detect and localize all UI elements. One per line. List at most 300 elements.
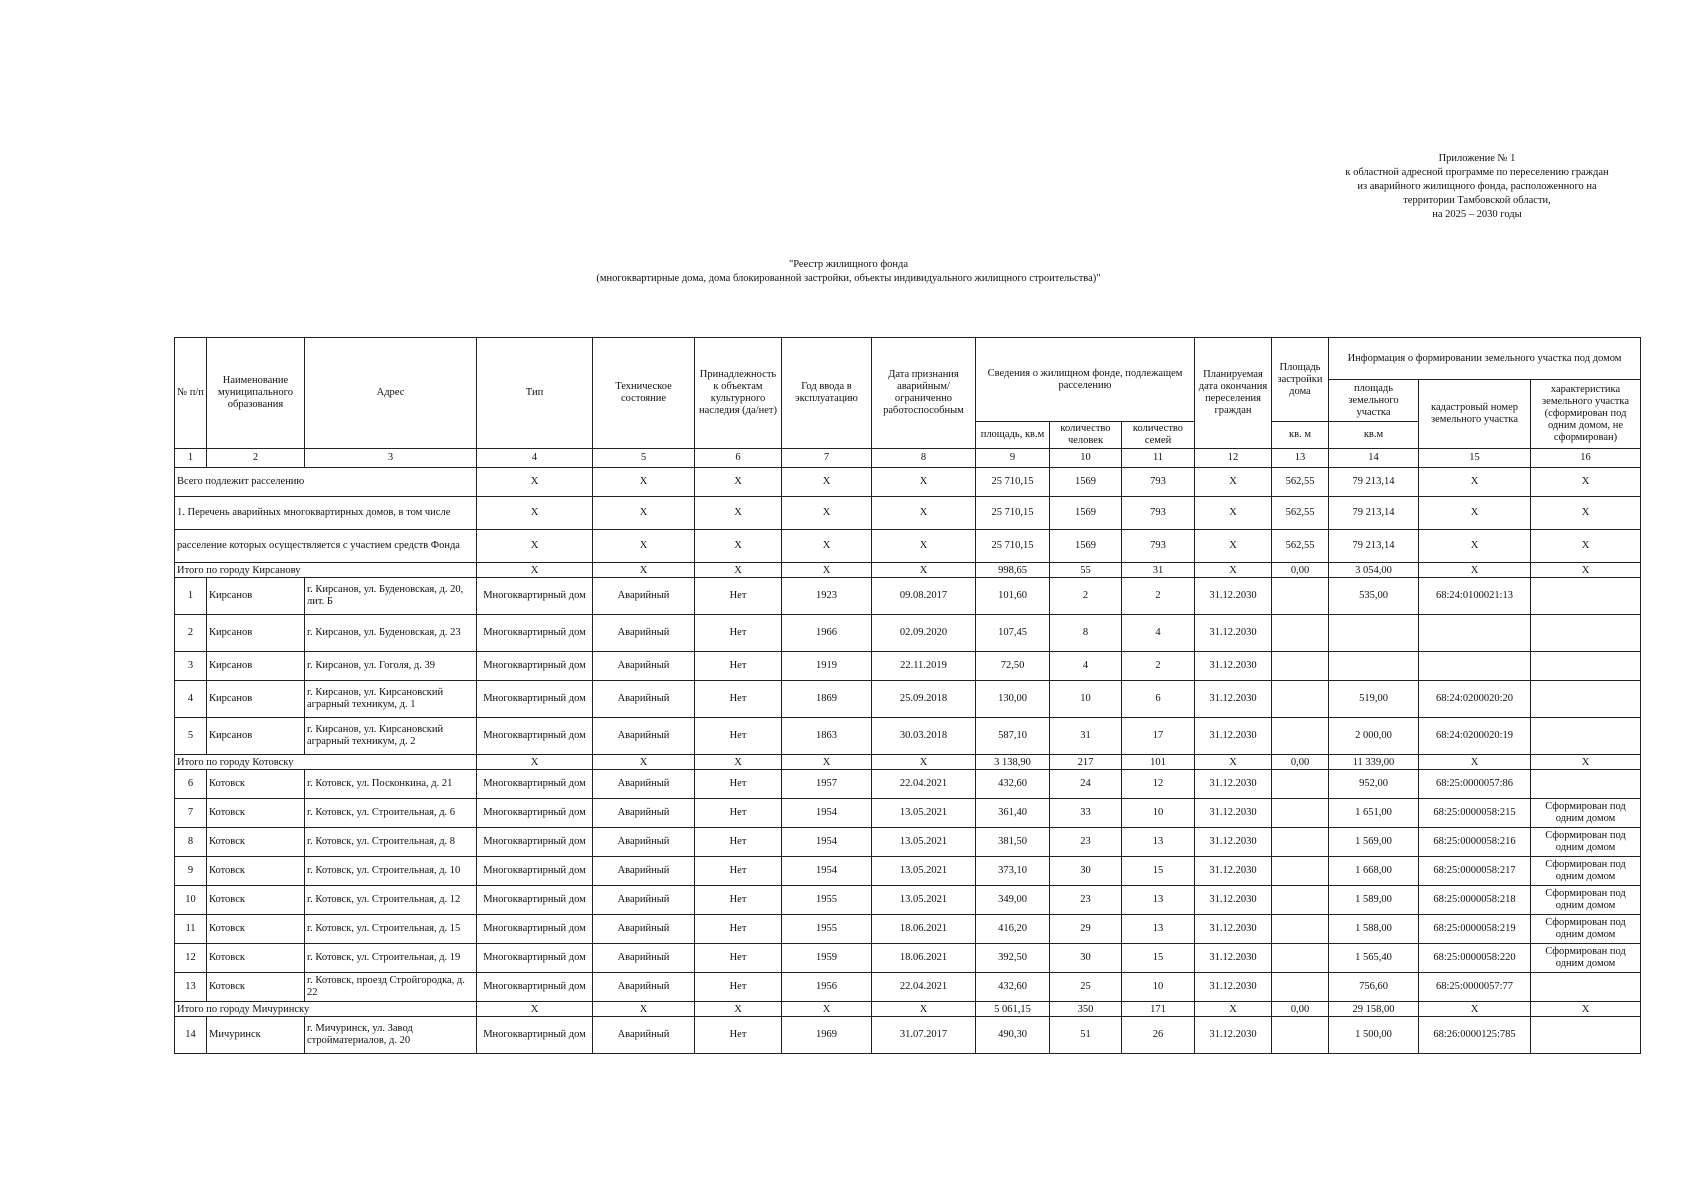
row-type-text: Многоквартирный дом <box>483 693 586 704</box>
row-address <box>305 770 477 799</box>
row-land-area: 1 569,00 <box>1329 828 1419 857</box>
row-number: 3 <box>175 652 207 681</box>
row-area: 101,60 <box>976 578 1050 615</box>
total-families: 793 <box>1122 497 1195 530</box>
row-type <box>477 1017 593 1054</box>
x-mark: X <box>1531 468 1641 497</box>
row-land-char <box>1531 944 1641 973</box>
row-date: 31.07.2017 <box>872 1017 976 1054</box>
row-heritage: Нет <box>695 799 782 828</box>
row-municipality: Мичуринск <box>207 1017 305 1054</box>
x-mark: X <box>782 530 872 563</box>
row-municipality: Котовск <box>207 973 305 1002</box>
row-land-char-text: Сформирован под одним домом <box>1545 917 1626 940</box>
row-number: 2 <box>175 615 207 652</box>
total-people: 1569 <box>1050 468 1122 497</box>
header-land-char: характеристика земельного участка (сформирован под одним домом, не сформирован) <box>1531 380 1641 449</box>
col-number: 5 <box>593 449 695 468</box>
total-label: Итого по городу Кирсанову <box>175 563 477 578</box>
row-address <box>305 681 477 718</box>
row-type-text: Многоквартирный дом <box>483 894 586 905</box>
table-row <box>175 1017 1641 1054</box>
header-date: Дата признания аварийным/ ограниченно работоспособным <box>872 338 976 449</box>
x-mark: X <box>695 1002 782 1017</box>
row-footprint <box>1272 652 1329 681</box>
total-families: 31 <box>1122 563 1195 578</box>
row-condition: Аварийный <box>593 915 695 944</box>
col-number: 16 <box>1531 449 1641 468</box>
row-heritage: Нет <box>695 681 782 718</box>
col-number: 2 <box>207 449 305 468</box>
row-area: 361,40 <box>976 799 1050 828</box>
row-footprint <box>1272 944 1329 973</box>
x-mark: X <box>872 530 976 563</box>
x-mark: X <box>872 497 976 530</box>
row-footprint <box>1272 770 1329 799</box>
row-date: 13.05.2021 <box>872 799 976 828</box>
total-footprint: 562,55 <box>1272 468 1329 497</box>
row-cadastral <box>1419 652 1531 681</box>
table-row <box>175 973 1641 1002</box>
row-date: 22.04.2021 <box>872 770 976 799</box>
row-municipality: Кирсанов <box>207 652 305 681</box>
row-year: 1954 <box>782 857 872 886</box>
row-number: 4 <box>175 681 207 718</box>
x-mark: X <box>1419 755 1531 770</box>
row-planned: 31.12.2030 <box>1195 828 1272 857</box>
row-cadastral: 68:25:0000058:217 <box>1419 857 1531 886</box>
row-footprint <box>1272 886 1329 915</box>
x-mark: X <box>782 497 872 530</box>
total-row <box>175 468 1641 497</box>
row-year: 1956 <box>782 973 872 1002</box>
header-footprint-unit: кв. м <box>1272 422 1329 449</box>
total-people: 350 <box>1050 1002 1122 1017</box>
row-land-char <box>1531 652 1641 681</box>
x-mark: X <box>477 497 593 530</box>
row-type <box>477 718 593 755</box>
total-people: 55 <box>1050 563 1122 578</box>
x-mark: X <box>477 530 593 563</box>
x-mark: X <box>593 497 695 530</box>
header-families: количество семей <box>1122 422 1195 449</box>
row-cadastral: 68:25:0000057:77 <box>1419 973 1531 1002</box>
x-mark: X <box>477 755 593 770</box>
col-number: 15 <box>1419 449 1531 468</box>
column-numbers-row <box>175 449 1641 468</box>
row-families: 13 <box>1122 915 1195 944</box>
row-condition: Аварийный <box>593 718 695 755</box>
x-mark: X <box>1531 755 1641 770</box>
x-mark: X <box>1195 1002 1272 1017</box>
row-address <box>305 857 477 886</box>
total-row <box>175 497 1641 530</box>
row-number: 14 <box>175 1017 207 1054</box>
row-families: 13 <box>1122 828 1195 857</box>
row-type-text: Многоквартирный дом <box>483 778 586 789</box>
row-heritage: Нет <box>695 615 782 652</box>
row-land-area <box>1329 615 1419 652</box>
row-area: 490,30 <box>976 1017 1050 1054</box>
row-municipality: Котовск <box>207 944 305 973</box>
row-planned: 31.12.2030 <box>1195 681 1272 718</box>
row-area: 72,50 <box>976 652 1050 681</box>
row-type <box>477 799 593 828</box>
row-heritage: Нет <box>695 973 782 1002</box>
row-area: 349,00 <box>976 886 1050 915</box>
row-number: 7 <box>175 799 207 828</box>
row-families: 10 <box>1122 973 1195 1002</box>
title-line-1: "Реестр жилищного фонда <box>788 259 909 270</box>
total-people: 1569 <box>1050 497 1122 530</box>
row-land-char <box>1531 718 1641 755</box>
row-people: 23 <box>1050 886 1122 915</box>
row-families: 10 <box>1122 799 1195 828</box>
row-number: 13 <box>175 973 207 1002</box>
x-mark: X <box>593 563 695 578</box>
row-address <box>305 944 477 973</box>
row-address <box>305 615 477 652</box>
x-mark: X <box>1195 530 1272 563</box>
total-footprint: 0,00 <box>1272 1002 1329 1017</box>
total-families: 793 <box>1122 530 1195 563</box>
total-land-area: 3 054,00 <box>1329 563 1419 578</box>
row-address-text: г. Котовск, ул. Посконкина, д. 21 <box>307 778 453 789</box>
row-number: 8 <box>175 828 207 857</box>
row-year: 1969 <box>782 1017 872 1054</box>
row-address <box>305 973 477 1002</box>
row-municipality: Котовск <box>207 857 305 886</box>
row-footprint <box>1272 718 1329 755</box>
row-cadastral: 68:24:0200020:19 <box>1419 718 1531 755</box>
x-mark: X <box>782 755 872 770</box>
row-date: 13.05.2021 <box>872 886 976 915</box>
row-cadastral: 68:25:0000057:86 <box>1419 770 1531 799</box>
row-heritage: Нет <box>695 652 782 681</box>
row-people: 33 <box>1050 799 1122 828</box>
row-land-char-text: Сформирован под одним домом <box>1545 859 1626 882</box>
header-land-area: площадь земельного участка <box>1329 380 1419 422</box>
row-date: 30.03.2018 <box>872 718 976 755</box>
total-label: 1. Перечень аварийных многоквартирных домов, в том числе <box>175 497 477 530</box>
row-footprint <box>1272 681 1329 718</box>
row-type <box>477 944 593 973</box>
row-planned: 31.12.2030 <box>1195 578 1272 615</box>
document-title <box>0 258 1697 286</box>
row-date: 09.08.2017 <box>872 578 976 615</box>
row-area: 107,45 <box>976 615 1050 652</box>
row-condition: Аварийный <box>593 886 695 915</box>
x-mark: X <box>1531 530 1641 563</box>
total-label: Итого по городу Мичуринску <box>175 1002 477 1017</box>
row-type-text: Многоквартирный дом <box>483 865 586 876</box>
x-mark: X <box>872 468 976 497</box>
row-type-text: Многоквартирный дом <box>483 923 586 934</box>
row-planned: 31.12.2030 <box>1195 1017 1272 1054</box>
row-municipality: Котовск <box>207 770 305 799</box>
header-cadastral: кадастровый номер земельного участка <box>1419 380 1531 449</box>
row-planned: 31.12.2030 <box>1195 652 1272 681</box>
row-address <box>305 1017 477 1054</box>
row-land-char-text: Сформирован под одним домом <box>1545 830 1626 853</box>
x-mark: X <box>593 468 695 497</box>
total-row <box>175 1002 1641 1017</box>
row-number: 11 <box>175 915 207 944</box>
row-land-area: 756,60 <box>1329 973 1419 1002</box>
header-fund-group: Сведения о жилищном фонде, подлежащем расселению <box>976 338 1195 422</box>
appendix-line: из аварийного жилищного фонда, расположенного на <box>1357 181 1597 192</box>
x-mark: X <box>872 563 976 578</box>
row-land-char <box>1531 799 1641 828</box>
row-land-area: 1 588,00 <box>1329 915 1419 944</box>
registry-table <box>174 337 1641 1054</box>
row-condition: Аварийный <box>593 652 695 681</box>
row-heritage: Нет <box>695 857 782 886</box>
total-row <box>175 530 1641 563</box>
total-area: 998,65 <box>976 563 1050 578</box>
row-cadastral: 68:26:0000125:785 <box>1419 1017 1531 1054</box>
x-mark: X <box>1195 755 1272 770</box>
total-area: 3 138,90 <box>976 755 1050 770</box>
row-address-text: г. Котовск, проезд Стройгородка, д. 22 <box>307 975 465 998</box>
row-year: 1923 <box>782 578 872 615</box>
row-land-area: 519,00 <box>1329 681 1419 718</box>
x-mark: X <box>477 1002 593 1017</box>
row-area: 373,10 <box>976 857 1050 886</box>
row-address <box>305 886 477 915</box>
total-families: 101 <box>1122 755 1195 770</box>
row-land-char-text: Сформирован под одним домом <box>1545 888 1626 911</box>
row-type <box>477 770 593 799</box>
total-footprint: 562,55 <box>1272 497 1329 530</box>
row-land-char <box>1531 1017 1641 1054</box>
row-type-text: Многоквартирный дом <box>483 952 586 963</box>
row-area: 130,00 <box>976 681 1050 718</box>
row-planned: 31.12.2030 <box>1195 718 1272 755</box>
row-land-char-text: Сформирован под одним домом <box>1545 946 1626 969</box>
row-families: 2 <box>1122 578 1195 615</box>
row-address-text: г. Кирсанов, ул. Кирсановский аграрный техникум, д. 2 <box>307 724 444 747</box>
row-number: 12 <box>175 944 207 973</box>
row-land-char-text: Сформирован под одним домом <box>1545 801 1626 824</box>
total-footprint: 0,00 <box>1272 755 1329 770</box>
row-municipality: Кирсанов <box>207 578 305 615</box>
total-label: Всего подлежит расселению <box>175 468 477 497</box>
row-land-area: 1 651,00 <box>1329 799 1419 828</box>
table-row <box>175 718 1641 755</box>
row-year: 1954 <box>782 799 872 828</box>
x-mark: X <box>1419 530 1531 563</box>
x-mark: X <box>872 1002 976 1017</box>
row-people: 25 <box>1050 973 1122 1002</box>
x-mark: X <box>782 563 872 578</box>
table-row <box>175 915 1641 944</box>
appendix-line: на 2025 – 2030 годы <box>1432 209 1522 220</box>
row-planned: 31.12.2030 <box>1195 973 1272 1002</box>
header-footprint: Площадь застройки дома <box>1272 338 1329 422</box>
row-area: 432,60 <box>976 770 1050 799</box>
row-land-char <box>1531 973 1641 1002</box>
header-planned: Планируемая дата окончания переселения граждан <box>1195 338 1272 449</box>
row-address-text: г. Кирсанов, ул. Буденовская, д. 23 <box>307 627 461 638</box>
row-year: 1863 <box>782 718 872 755</box>
row-municipality: Котовск <box>207 799 305 828</box>
row-cadastral: 68:24:0100021:13 <box>1419 578 1531 615</box>
row-municipality: Котовск <box>207 915 305 944</box>
row-families: 13 <box>1122 886 1195 915</box>
table-row <box>175 828 1641 857</box>
row-families: 26 <box>1122 1017 1195 1054</box>
header-row <box>175 338 1641 380</box>
x-mark: X <box>1419 497 1531 530</box>
header-municipality: Наименование муниципального образования <box>207 338 305 449</box>
col-number: 6 <box>695 449 782 468</box>
row-people: 10 <box>1050 681 1122 718</box>
x-mark: X <box>1531 497 1641 530</box>
total-row <box>175 755 1641 770</box>
row-year: 1957 <box>782 770 872 799</box>
col-number: 8 <box>872 449 976 468</box>
row-number: 9 <box>175 857 207 886</box>
row-date: 18.06.2021 <box>872 944 976 973</box>
col-number: 14 <box>1329 449 1419 468</box>
x-mark: X <box>477 468 593 497</box>
row-address-text: г. Котовск, ул. Строительная, д. 8 <box>307 836 456 847</box>
row-number: 5 <box>175 718 207 755</box>
total-footprint: 0,00 <box>1272 563 1329 578</box>
row-land-char <box>1531 770 1641 799</box>
row-planned: 31.12.2030 <box>1195 799 1272 828</box>
total-people: 1569 <box>1050 530 1122 563</box>
header-year: Год ввода в эксплуатацию <box>782 338 872 449</box>
row-condition: Аварийный <box>593 828 695 857</box>
total-families: 171 <box>1122 1002 1195 1017</box>
col-number: 9 <box>976 449 1050 468</box>
row-heritage: Нет <box>695 886 782 915</box>
x-mark: X <box>1419 1002 1531 1017</box>
row-type <box>477 915 593 944</box>
row-land-area: 535,00 <box>1329 578 1419 615</box>
x-mark: X <box>1531 563 1641 578</box>
row-address <box>305 718 477 755</box>
row-people: 29 <box>1050 915 1122 944</box>
row-people: 30 <box>1050 944 1122 973</box>
row-heritage: Нет <box>695 578 782 615</box>
col-number: 12 <box>1195 449 1272 468</box>
row-type-text: Многоквартирный дом <box>483 730 586 741</box>
table-row <box>175 681 1641 718</box>
row-year: 1954 <box>782 828 872 857</box>
header-heritage: Принадлежность к объектам культурного наследия (да/нет) <box>695 338 782 449</box>
row-heritage: Нет <box>695 915 782 944</box>
total-land-area: 11 339,00 <box>1329 755 1419 770</box>
row-footprint <box>1272 915 1329 944</box>
total-land-area: 79 213,14 <box>1329 530 1419 563</box>
col-number: 7 <box>782 449 872 468</box>
total-land-area: 79 213,14 <box>1329 497 1419 530</box>
table-row <box>175 770 1641 799</box>
row-land-area: 1 668,00 <box>1329 857 1419 886</box>
x-mark: X <box>695 468 782 497</box>
row-date: 22.11.2019 <box>872 652 976 681</box>
row-type <box>477 615 593 652</box>
total-area: 5 061,15 <box>976 1002 1050 1017</box>
appendix-line: Приложение № 1 <box>1438 153 1516 164</box>
row-area: 432,60 <box>976 973 1050 1002</box>
row-land-char <box>1531 615 1641 652</box>
row-condition: Аварийный <box>593 857 695 886</box>
row-planned: 31.12.2030 <box>1195 915 1272 944</box>
row-number: 6 <box>175 770 207 799</box>
row-planned: 31.12.2030 <box>1195 857 1272 886</box>
header-land-area-unit: кв.м <box>1329 422 1419 449</box>
row-families: 4 <box>1122 615 1195 652</box>
row-type-text: Многоквартирный дом <box>483 807 586 818</box>
row-type <box>477 652 593 681</box>
table-row <box>175 944 1641 973</box>
row-land-char <box>1531 828 1641 857</box>
x-mark: X <box>1419 563 1531 578</box>
row-footprint <box>1272 578 1329 615</box>
row-families: 15 <box>1122 857 1195 886</box>
row-people: 23 <box>1050 828 1122 857</box>
row-municipality: Кирсанов <box>207 681 305 718</box>
x-mark: X <box>1419 468 1531 497</box>
row-land-char <box>1531 857 1641 886</box>
x-mark: X <box>477 563 593 578</box>
total-area: 25 710,15 <box>976 530 1050 563</box>
row-heritage: Нет <box>695 718 782 755</box>
total-area: 25 710,15 <box>976 468 1050 497</box>
row-land-area: 1 589,00 <box>1329 886 1419 915</box>
x-mark: X <box>695 755 782 770</box>
row-date: 13.05.2021 <box>872 857 976 886</box>
row-families: 6 <box>1122 681 1195 718</box>
row-type-text: Многоквартирный дом <box>483 590 586 601</box>
row-type <box>477 886 593 915</box>
row-cadastral: 68:25:0000058:216 <box>1419 828 1531 857</box>
row-cadastral: 68:25:0000058:215 <box>1419 799 1531 828</box>
table-row <box>175 799 1641 828</box>
row-type-text: Многоквартирный дом <box>483 660 586 671</box>
row-condition: Аварийный <box>593 578 695 615</box>
row-people: 2 <box>1050 578 1122 615</box>
row-address <box>305 578 477 615</box>
row-footprint <box>1272 615 1329 652</box>
row-people: 4 <box>1050 652 1122 681</box>
total-label: Итого по городу Котовску <box>175 755 477 770</box>
row-number: 1 <box>175 578 207 615</box>
row-footprint <box>1272 1017 1329 1054</box>
row-families: 12 <box>1122 770 1195 799</box>
table-row <box>175 578 1641 615</box>
x-mark: X <box>1195 468 1272 497</box>
row-area: 381,50 <box>976 828 1050 857</box>
row-year: 1919 <box>782 652 872 681</box>
row-people: 30 <box>1050 857 1122 886</box>
title-line-2: (многоквартирные дома, дома блокированной застройки, объекты индивидуального жилищного строительства)" <box>596 273 1101 284</box>
x-mark: X <box>695 497 782 530</box>
row-number: 10 <box>175 886 207 915</box>
row-land-area: 952,00 <box>1329 770 1419 799</box>
total-families: 793 <box>1122 468 1195 497</box>
row-type <box>477 828 593 857</box>
row-footprint <box>1272 857 1329 886</box>
row-land-char <box>1531 915 1641 944</box>
row-municipality: Котовск <box>207 886 305 915</box>
row-heritage: Нет <box>695 944 782 973</box>
row-condition: Аварийный <box>593 615 695 652</box>
